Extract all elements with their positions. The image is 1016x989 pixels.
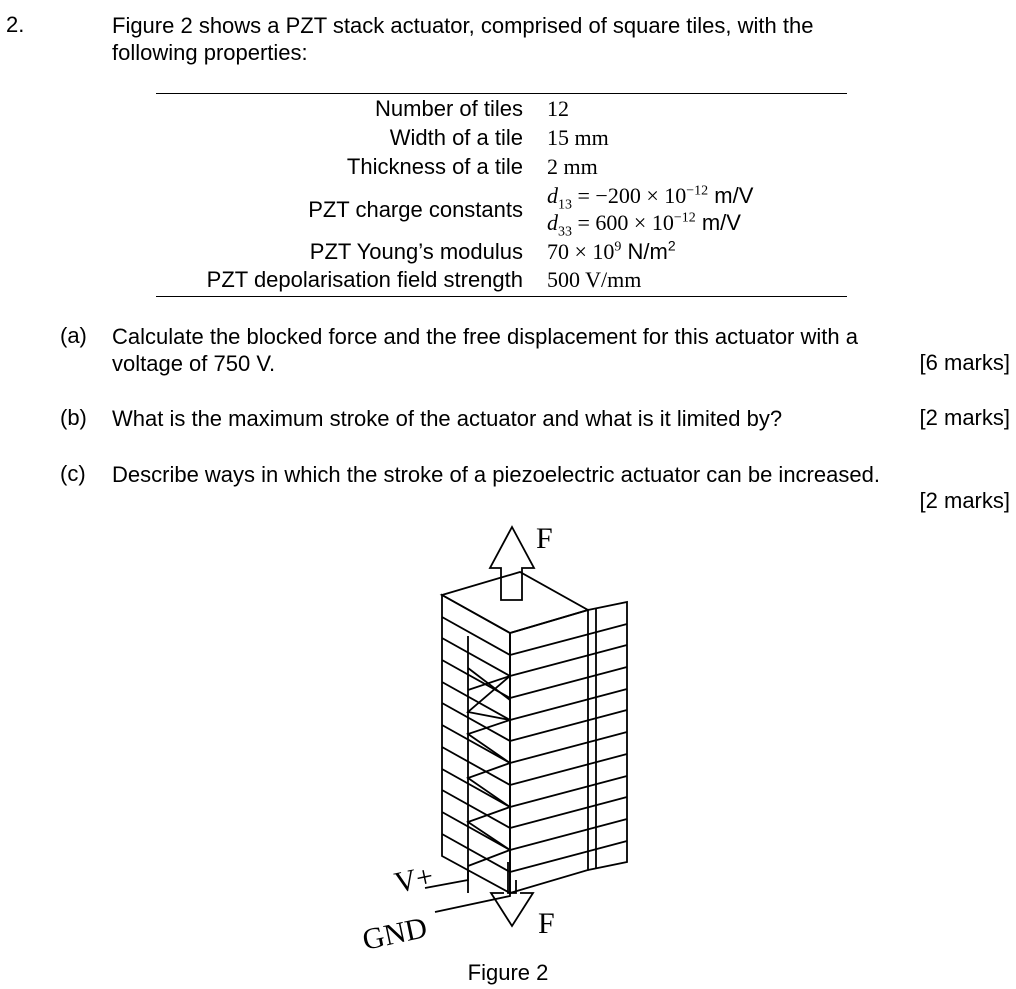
- property-value: 12: [547, 96, 569, 121]
- part-a-label: (a): [60, 323, 87, 348]
- property-value: 500 V/mm: [547, 267, 642, 292]
- force-bottom-label: F: [538, 907, 555, 940]
- force-up-arrow: [490, 527, 534, 600]
- force-top-label: F: [536, 522, 553, 555]
- property-label: PZT charge constants: [308, 197, 523, 222]
- part-c-label: (c): [60, 461, 86, 486]
- property-value: 15 mm: [547, 125, 609, 150]
- property-label: Thickness of a tile: [346, 154, 523, 179]
- property-label: PZT depolarisation field strength: [206, 267, 523, 292]
- property-label: Number of tiles: [375, 96, 523, 121]
- figure-caption: Figure 2: [467, 960, 549, 985]
- gnd-wire: [435, 893, 510, 912]
- part-b-text: What is the maximum stroke of the actuator and what is it limited by?: [112, 406, 783, 431]
- property-label: PZT Young’s modulus: [309, 239, 523, 264]
- tile-lines-front: [442, 617, 510, 872]
- v-plus-label: V+: [391, 859, 437, 900]
- charge-constant-d33: $d_{33} = 600 \times 10^{-12}$ m/V: [547, 210, 741, 240]
- back-electrode: [588, 602, 627, 870]
- part-b-marks: [2 marks]: [919, 405, 1010, 430]
- property-value: 2 mm: [547, 154, 598, 179]
- part-c-marks: [2 marks]: [919, 488, 1010, 513]
- tile-lines-right: [510, 624, 627, 872]
- property-label: Width of a tile: [389, 125, 523, 150]
- gnd-label: GND: [359, 911, 431, 957]
- question-number: 2.: [6, 12, 25, 37]
- question-intro: Figure 2 shows a PZT stack actuator, comprised of square tiles, with the following properties:: [112, 13, 814, 65]
- charge-constant-d13: $d_{13} = -200 \times 10^{-12}$ m/V: [547, 183, 754, 213]
- part-c-text: Describe ways in which the stroke of a piezoelectric actuator can be increased.: [112, 462, 880, 487]
- part-b-label: (b): [60, 405, 87, 430]
- stack-top-face: [442, 572, 588, 633]
- part-a-marks: [6 marks]: [919, 350, 1010, 375]
- part-a-text: Calculate the blocked force and the free displacement for this actuator with a voltage of 750 V.: [112, 324, 858, 376]
- youngs-modulus-value: $70 \times 10^9$ $N/m^2$: [547, 237, 676, 264]
